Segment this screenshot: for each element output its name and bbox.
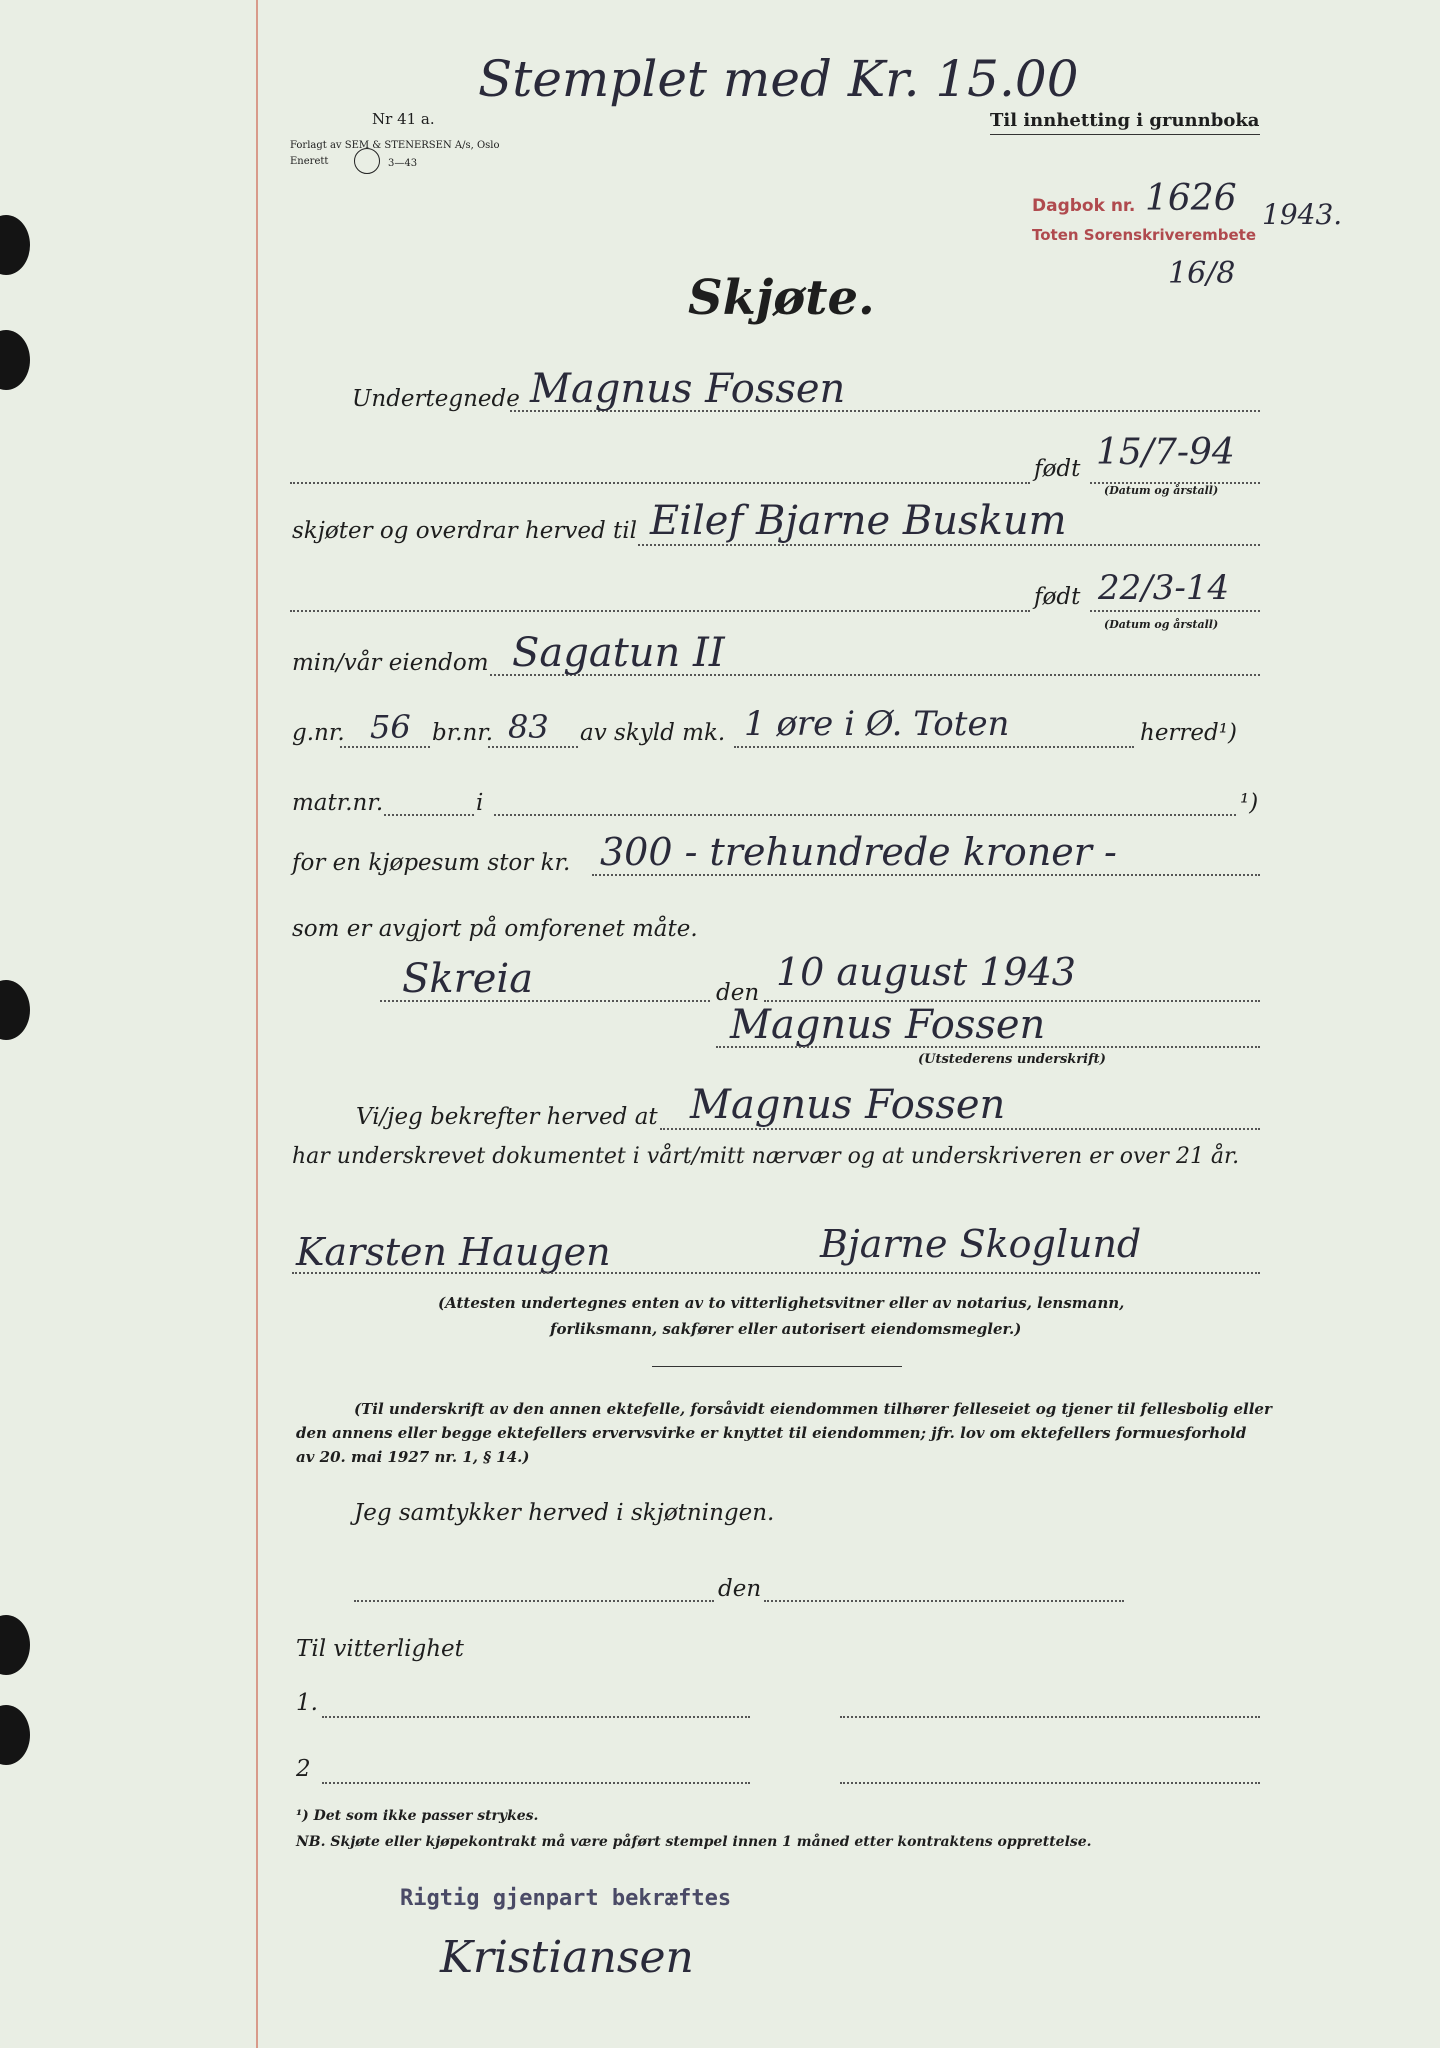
matr-line — [384, 814, 474, 816]
bnr-line — [488, 746, 578, 748]
buyer-name[interactable]: Eilef Bjarne Buskum — [650, 498, 1067, 544]
consent-place-line[interactable] — [354, 1600, 714, 1602]
confirm-name[interactable]: Magnus Fossen — [690, 1082, 1006, 1128]
witness-note-1: (Attesten undertegnes enten av to vitterlighetsvitner eller av notarius, lensmann, — [438, 1294, 1125, 1312]
issuer-signature-line — [716, 1046, 1260, 1048]
confirm-text: har underskrevet dokumentet i vårt/mitt nærvær og at underskriveren er over 21 år. — [292, 1144, 1240, 1169]
spouse-note-1: (Til underskrift av den annen ektefelle, forsåvidt eiendommen tilhører felleseiet og tjener til fellesbolig eller — [354, 1400, 1272, 1418]
confirm-line — [660, 1128, 1260, 1130]
registry-number: 1626 — [1145, 178, 1237, 219]
margin-rule — [256, 0, 258, 2048]
copy-signature[interactable]: Kristiansen — [440, 1932, 694, 1983]
purpose-underline — [990, 134, 1260, 135]
publisher: Forlagt av SEM & STENERSEN A/s, Oslo — [290, 140, 500, 151]
date-value[interactable]: 10 august 1943 — [776, 950, 1076, 994]
registry-stamp-label: Dagbok nr. — [1032, 196, 1136, 216]
buyer-born-line — [1090, 610, 1260, 612]
form-number: Nr 41 a. — [372, 110, 435, 128]
blank-line — [290, 482, 1030, 484]
registry-year: 1943. — [1262, 198, 1343, 231]
witness-heading: Til vitterlighet — [296, 1636, 464, 1662]
witness-line — [292, 1272, 1260, 1274]
witness-2b-line[interactable] — [840, 1782, 1260, 1784]
bnr-value[interactable]: 83 — [508, 708, 549, 746]
seller-born-label: født — [1034, 456, 1081, 482]
witness-number-2: 2 — [296, 1756, 311, 1782]
buyer-date-hint: (Datum og årstall) — [1104, 618, 1219, 631]
consent-date-line[interactable] — [764, 1600, 1124, 1602]
print-code: 3—43 — [388, 158, 418, 169]
matr-place-line — [494, 814, 1236, 816]
spouse-note-2: den annens eller begge ektefellers ervervsvirke er knyttet til eiendommen; jfr. lov om ektefellers formuesforhold — [296, 1424, 1247, 1442]
binding-hole — [0, 1705, 30, 1765]
footnote-2: NB. Skjøte eller kjøpekontrakt må være påført stempel innen 1 måned etter kontraktens opprettelse. — [296, 1834, 1092, 1850]
handwritten-fee: Stemplet med Kr. 15.00 — [478, 50, 1079, 108]
binding-hole — [0, 330, 30, 390]
document-title: Skjøte. — [688, 270, 875, 326]
spouse-note-3: av 20. mai 1927 nr. 1, § 14.) — [296, 1448, 530, 1466]
matr-suffix: ¹) — [1240, 790, 1259, 816]
blank-line — [290, 610, 1030, 612]
buyer-born-label: født — [1034, 584, 1081, 610]
copyright-label: Enerett — [290, 156, 329, 167]
witness-1-line[interactable] — [322, 1716, 750, 1718]
seller-date-hint: (Datum og årstall) — [1104, 484, 1219, 497]
purpose-label: Til innhetting i grunnboka — [990, 110, 1260, 131]
skyld-line — [734, 746, 1134, 748]
gnr-value[interactable]: 56 — [370, 708, 411, 746]
buyer-line — [638, 544, 1260, 546]
binding-hole — [0, 215, 30, 275]
herred-label: herred¹) — [1140, 720, 1237, 746]
price-value[interactable]: 300 - trehundrede kroner - — [600, 830, 1117, 874]
settled-text: som er avgjort på omforenet måte. — [292, 916, 698, 942]
issuer-signature[interactable]: Magnus Fossen — [730, 1002, 1046, 1048]
registry-stamp-office: Toten Sorenskriverembete — [1032, 226, 1256, 244]
confirm-label: Vi/jeg bekrefter herved at — [356, 1104, 658, 1130]
witness-1b-line[interactable] — [840, 1716, 1260, 1718]
price-label: for en kjøpesum stor kr. — [292, 850, 571, 876]
consent-den-label: den — [718, 1576, 762, 1602]
binding-hole — [0, 980, 30, 1040]
footnote-1: ¹) Det som ikke passer strykes. — [296, 1808, 539, 1824]
gnr-label: g.nr. — [292, 720, 345, 746]
witness-note-2: forliksmann, sakfører eller autorisert eiendomsmegler.) — [550, 1320, 1022, 1338]
gnr-line — [340, 746, 430, 748]
transfer-label: skjøter og overdrar herved til — [292, 518, 637, 544]
property-label: min/vår eiendom — [292, 650, 489, 676]
witness-2-line[interactable] — [322, 1782, 750, 1784]
witness-number-1: 1. — [296, 1690, 318, 1716]
publisher-logo — [354, 148, 380, 174]
matr-label: matr.nr. — [292, 790, 384, 816]
copy-stamp: Rigtig gjenpart bekræftes — [400, 1886, 732, 1911]
property-name[interactable]: Sagatun II — [512, 630, 725, 676]
registry-date: 16/8 — [1168, 256, 1236, 291]
den-label: den — [716, 980, 760, 1006]
bnr-label: br.nr. — [432, 720, 494, 746]
undersigned-name[interactable]: Magnus Fossen — [530, 366, 846, 412]
skyld-label: av skyld mk. — [580, 720, 726, 746]
buyer-born-date[interactable]: 22/3-14 — [1098, 568, 1230, 608]
witness-signature-2[interactable]: Bjarne Skoglund — [820, 1222, 1142, 1266]
binding-hole — [0, 1615, 30, 1675]
witness-signature-1[interactable]: Karsten Haugen — [296, 1230, 611, 1274]
consent-text: Jeg samtykker herved i skjøtningen. — [354, 1500, 775, 1526]
place-line — [380, 1000, 710, 1002]
seller-born-date[interactable]: 15/7-94 — [1096, 432, 1235, 473]
undersigned-label: Undertegnede — [352, 386, 520, 412]
matr-i-label: i — [476, 790, 484, 816]
skyld-value[interactable]: 1 øre i Ø. Toten — [744, 704, 1010, 744]
section-divider — [652, 1366, 902, 1367]
price-line — [592, 874, 1260, 876]
issuer-caption: (Utstederens underskrift) — [918, 1052, 1106, 1067]
place-value[interactable]: Skreia — [402, 956, 534, 1002]
